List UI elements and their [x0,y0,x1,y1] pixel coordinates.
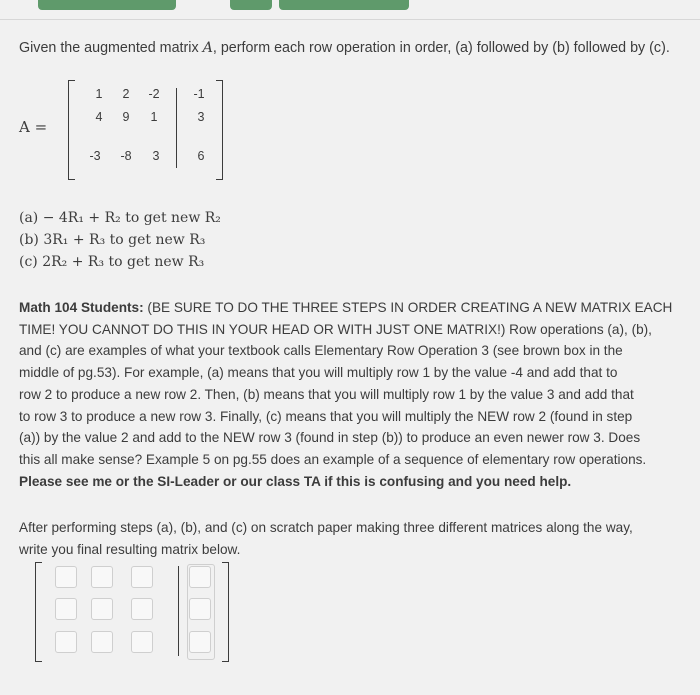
instructions-paragraph [19,297,700,492]
tab-1[interactable] [38,0,176,10]
matrix-cell: -2 [148,87,160,101]
operation-c: (c) 2R₂ + R₃ to get new R₃ [19,254,205,270]
instructions-line: (a)) by the value 2 and add to the NEW row 3 (found in step (b)) to produce an even newer row 3. Does [19,430,641,446]
matrix-cell: 4 [95,110,103,124]
answer-input[interactable] [91,598,113,620]
instructions-line: TIME! YOU CANNOT DO THIS IN YOUR HEAD OR WITH JUST ONE MATRIX!) Row operations (a), (b), [19,321,652,337]
answer-input[interactable] [55,598,77,620]
answer-input[interactable] [91,631,113,653]
answer-line: After performing steps (a), (b), and (c) on scratch paper making three different matrices along the way, [19,520,633,535]
question-prompt [19,37,689,59]
answer-input[interactable] [189,631,211,653]
instructions-lead: Math 104 Students: [19,300,144,315]
operation-b: (b) 3R₁ + R₃ to get new R₃ [19,232,206,248]
matrix-cell: -8 [120,149,132,163]
row-operations [19,207,221,273]
instructions-help: Please see me or the SI-Leader or our class TA if this is confusing and you need help. [19,473,572,489]
answer-input[interactable] [55,566,77,588]
top-bar [0,0,700,12]
tab-2[interactable] [230,0,272,10]
answer-right-bracket [222,562,229,662]
instructions-line: (BE SURE TO DO THE THREE STEPS IN ORDER CREATING A NEW MATRIX EACH [143,300,673,315]
divider [0,19,700,20]
answer-line: write you final resulting matrix below. [19,541,241,557]
matrix-cell: 2 [122,87,130,101]
answer-input[interactable] [189,566,211,588]
matrix-cell: 9 [122,110,130,124]
answer-left-bracket [35,562,42,662]
matrix-symbol: A [202,40,213,56]
prompt-text: Given the augmented matrix [19,40,203,56]
matrix-left-bracket [68,80,75,180]
instructions-line: to row 3 to produce a new row 3. Finally, (c) means that you will multiply the NEW row 2 (found in step [19,408,633,424]
instructions-line: and (c) are examples of what your textbook calls Elementary Row Operation 3 (see brown box in the [19,343,623,359]
instructions-line: row 2 to produce a new row 2. Then, (b) means that you will multiply row 1 by the value 3 and add that [19,386,634,402]
matrix-cell: 3 [152,149,160,163]
matrix-cell: 6 [197,149,205,163]
answer-input[interactable] [91,566,113,588]
answer-input[interactable] [131,598,153,620]
augment-line [176,88,177,168]
matrix-label: A = [19,118,48,136]
instructions-line: middle of pg.53). For example, (a) means that you will multiply row 1 by the value -4 and add that to [19,365,618,381]
matrix-cell: 1 [95,87,103,101]
answer-prompt [19,517,700,560]
prompt-rest: , perform each row operation in order, (a) followed by (b) followed by (c). [212,40,670,56]
tab-3[interactable] [279,0,409,10]
operation-a: (a) − 4R₁ + R₂ to get new R₂ [19,210,221,226]
matrix-cell: -3 [89,149,101,163]
matrix-cell: -1 [193,87,205,101]
answer-input[interactable] [131,566,153,588]
answer-input[interactable] [55,631,77,653]
answer-augment-line [178,566,179,656]
answer-input[interactable] [189,598,211,620]
matrix-cell: 3 [197,110,205,124]
instructions-line: this all make sense? Example 5 on pg.55 does an example of a sequence of elementary row operations. [19,451,647,467]
matrix-cell: 1 [150,110,158,124]
answer-input[interactable] [131,631,153,653]
matrix-right-bracket [216,80,223,180]
